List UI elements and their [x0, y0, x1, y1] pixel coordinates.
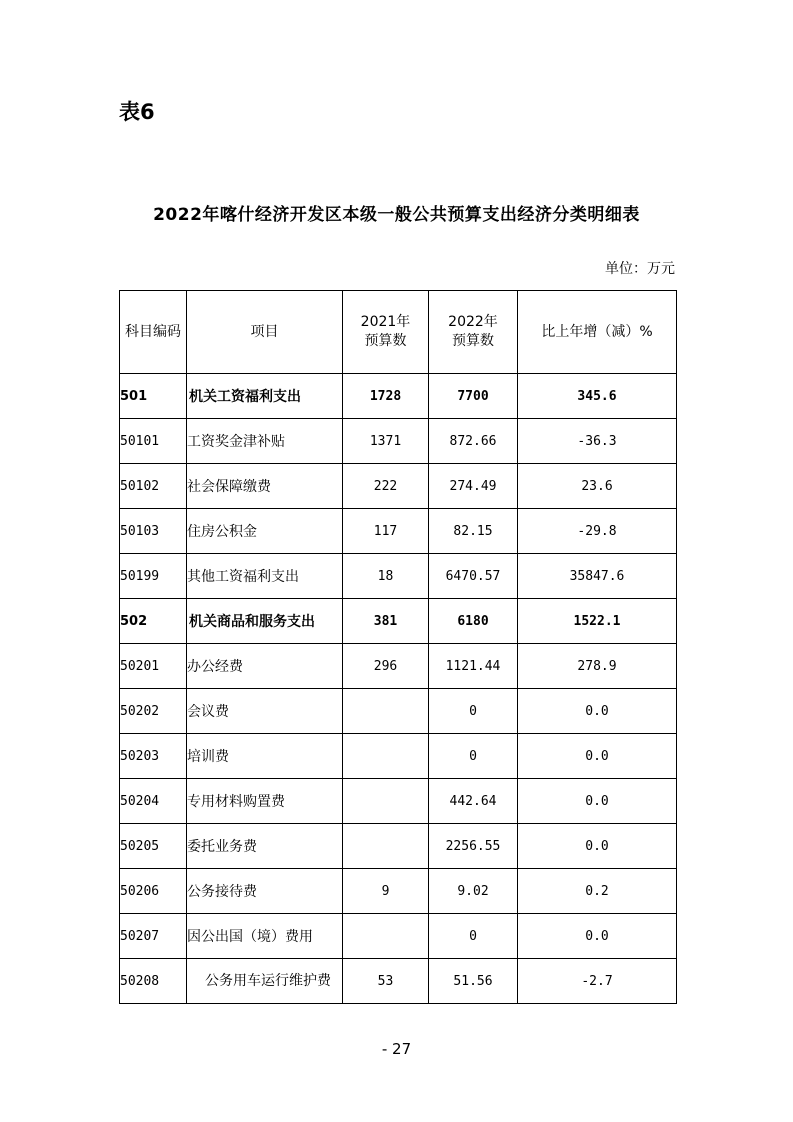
header-budget-2022-year: 2022年 — [448, 314, 498, 330]
row-code: 50207 — [120, 914, 187, 959]
row-budget-2021: 18 — [343, 554, 429, 599]
row-item-name: 公务接待费 — [187, 869, 343, 914]
table-row — [120, 419, 677, 464]
table-row — [120, 374, 677, 419]
header-code: 科目编码 — [120, 291, 187, 374]
row-code: 50202 — [120, 689, 187, 734]
header-item: 项目 — [187, 291, 343, 374]
row-change: 0.0 — [518, 689, 677, 734]
row-code: 50102 — [120, 464, 187, 509]
table-row — [120, 689, 677, 734]
row-budget-2022: 872.66 — [429, 419, 518, 464]
row-budget-2022: 51.56 — [429, 959, 518, 1004]
row-budget-2022: 0 — [429, 734, 518, 779]
table-row — [120, 554, 677, 599]
row-change: 0.0 — [518, 914, 677, 959]
row-change: 23.6 — [518, 464, 677, 509]
row-budget-2021: 296 — [343, 644, 429, 689]
row-item-name: 其他工资福利支出 — [187, 554, 343, 599]
row-budget-2021: 9 — [343, 869, 429, 914]
row-budget-2021: 1728 — [343, 374, 429, 419]
row-budget-2022: 2256.55 — [429, 824, 518, 869]
row-budget-2022: 0 — [429, 689, 518, 734]
row-code: 50203 — [120, 734, 187, 779]
row-budget-2022: 82.15 — [429, 509, 518, 554]
row-change: 35847.6 — [518, 554, 677, 599]
row-budget-2021 — [343, 734, 429, 779]
header-budget-2022 — [429, 291, 518, 374]
header-change: 比上年增（减）% — [518, 291, 677, 374]
table-row — [120, 869, 677, 914]
row-change: -29.8 — [518, 509, 677, 554]
row-code: 50199 — [120, 554, 187, 599]
row-change: 0.0 — [518, 779, 677, 824]
row-budget-2022: 6470.57 — [429, 554, 518, 599]
page-title: 2022年喀什经济开发区本级一般公共预算支出经济分类明细表 — [153, 205, 640, 225]
row-code: 502 — [120, 599, 187, 644]
row-budget-2021 — [343, 914, 429, 959]
row-change: 0.0 — [518, 824, 677, 869]
row-change: 0.0 — [518, 734, 677, 779]
table-row — [120, 779, 677, 824]
table-row — [120, 464, 677, 509]
row-budget-2022: 274.49 — [429, 464, 518, 509]
row-budget-2022: 9.02 — [429, 869, 518, 914]
row-code: 50206 — [120, 869, 187, 914]
row-item-name: 机关工资福利支出 — [187, 374, 343, 419]
row-change: 345.6 — [518, 374, 677, 419]
unit-label: 单位：万元 — [605, 261, 675, 277]
row-item-name: 办公经费 — [187, 644, 343, 689]
header-budget-2021-year: 2021年 — [360, 314, 411, 330]
row-budget-2021 — [343, 824, 429, 869]
row-change: -2.7 — [518, 959, 677, 1004]
page-number: - 27 — [381, 1040, 412, 1058]
header-budget-2021-label: 预算数 — [364, 333, 407, 349]
row-code: 501 — [120, 374, 187, 419]
row-item-name: 委托业务费 — [187, 824, 343, 869]
header-budget-2022-label: 预算数 — [452, 333, 494, 349]
row-code: 50205 — [120, 824, 187, 869]
row-budget-2021: 222 — [343, 464, 429, 509]
header-budget-2021 — [343, 291, 429, 374]
row-budget-2022: 6180 — [429, 599, 518, 644]
row-item-name: 会议费 — [187, 689, 343, 734]
table-row — [120, 734, 677, 779]
row-budget-2022: 7700 — [429, 374, 518, 419]
table-row — [120, 914, 677, 959]
row-code: 50208 — [120, 959, 187, 1004]
row-change: -36.3 — [518, 419, 677, 464]
row-item-name: 机关商品和服务支出 — [187, 599, 343, 644]
row-item-name: 培训费 — [187, 734, 343, 779]
table-row — [120, 824, 677, 869]
row-budget-2021 — [343, 779, 429, 824]
table-header-row — [120, 291, 677, 374]
row-code: 50101 — [120, 419, 187, 464]
row-item-name: 因公出国（境）费用 — [187, 914, 343, 959]
row-code: 50204 — [120, 779, 187, 824]
row-code: 50201 — [120, 644, 187, 689]
table-row — [120, 599, 677, 644]
table-row — [120, 509, 677, 554]
table-row — [120, 959, 677, 1004]
row-budget-2021: 1371 — [343, 419, 429, 464]
row-item-name: 社会保障缴费 — [187, 464, 343, 509]
row-budget-2021: 117 — [343, 509, 429, 554]
row-item-name: 公务用车运行维护费 — [187, 959, 343, 1004]
row-budget-2022: 0 — [429, 914, 518, 959]
row-budget-2022: 442.64 — [429, 779, 518, 824]
row-change: 1522.1 — [518, 599, 677, 644]
row-item-name: 工资奖金津补贴 — [187, 419, 343, 464]
row-budget-2021 — [343, 689, 429, 734]
row-item-name: 住房公积金 — [187, 509, 343, 554]
row-code: 50103 — [120, 509, 187, 554]
row-change: 0.2 — [518, 869, 677, 914]
table-row — [120, 644, 677, 689]
row-item-name: 专用材料购置费 — [187, 779, 343, 824]
row-budget-2021: 53 — [343, 959, 429, 1004]
row-change: 278.9 — [518, 644, 677, 689]
row-budget-2021: 381 — [343, 599, 429, 644]
table-number-label: 表6 — [119, 100, 155, 124]
budget-table — [119, 290, 677, 1004]
row-budget-2022: 1121.44 — [429, 644, 518, 689]
